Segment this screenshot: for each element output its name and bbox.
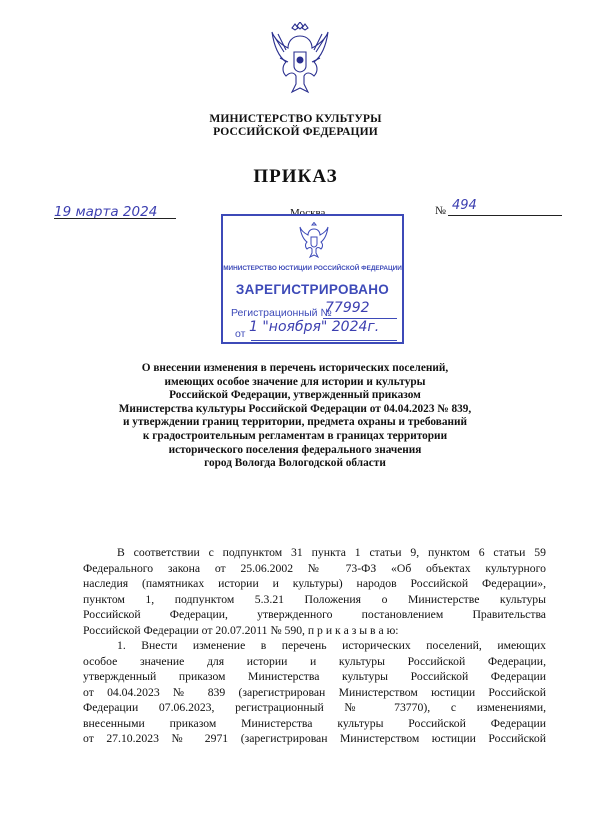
number-label: № [435, 205, 446, 217]
body-line: В соответствии с подпунктом 31 пункта 1 статьи 9, пунктом 6 статьи 59 [117, 546, 546, 559]
body-line: Российской Федерации, утвержденного постановлением Правительства [83, 608, 546, 621]
ministry-name-line2: РОССИЙСКОЙ ФЕДЕРАЦИИ [213, 125, 378, 138]
title-line: Министерства культуры Российской Федерации от 04.04.2023 № 839, [118, 402, 472, 415]
body-line: от 04.04.2023 № 839 (зарегистрирован Министерством юстиции Российской [83, 685, 546, 699]
body-line: Федерации 07.06.2023, регистрационный № 73770), с изменениями, [83, 701, 546, 714]
title-line: исторического поселения федерального значения [168, 443, 422, 456]
title-line: город Вологда Вологодской области [204, 457, 386, 470]
stamp-emblem-icon [299, 222, 329, 260]
stamp-reg-number: 77992 [325, 300, 370, 316]
body-line: наследия (памятниках истории и культуры) народов Российской Федерации», [83, 577, 546, 590]
document-title [80, 362, 510, 471]
body-line: от 27.10.2023 № 2971 (зарегистрирован Министерством юстиции Российской [83, 732, 546, 745]
title-line: О внесении изменения в перечень исторических поселений, [141, 362, 449, 374]
body-line: Федерального закона от 25.06.2002 № 73-ФЗ «Об объектах культурного [83, 561, 546, 575]
document-type-heading: ПРИКАЗ [253, 166, 338, 187]
document-body [83, 545, 546, 747]
stamp-reg-label: Регистрационный № [231, 307, 332, 319]
stamp-ministry-name: МИНИСТЕРСТВО ЮСТИЦИИ РОССИЙСКОЙ ФЕДЕРАЦИИ [223, 265, 402, 272]
body-line: 1. Внести изменение в перечень исторических поселений, имеющих [117, 639, 546, 652]
number-underline [448, 215, 562, 216]
title-line: Российской Федерации, утвержденный приказом [169, 389, 421, 402]
stamp-date-underline [251, 340, 397, 341]
body-line: внесенными приказом Министерства культуры Российской Федерации [83, 716, 546, 730]
stamp-date-prefix: от [235, 328, 246, 340]
body-line: особое значение для истории и культуры Российской Федерации, [83, 654, 546, 668]
title-line: к градостроительным регламентам в границах территории [142, 429, 448, 442]
stamp-date: 1 "ноября" 2024г. [249, 319, 380, 335]
title-line: и утверждении границ территории, предмета охраны и требований [122, 416, 468, 429]
registration-stamp [221, 214, 404, 344]
stamp-status: ЗАРЕГИСТРИРОВАНО [235, 282, 390, 297]
title-line: имеющих особое значение для истории и культуры [164, 375, 426, 388]
body-line: Российской Федерации от 20.07.2011 № 590, п р и к а з ы в а ю: [83, 623, 399, 637]
body-line: утвержденный приказом Министерства культуры Российской Федерации [83, 670, 546, 683]
handwritten-number: 494 [452, 198, 477, 213]
handwritten-date: 19 марта 2024 [54, 204, 158, 220]
ministry-name-line1: МИНИСТЕРСТВО КУЛЬТУРЫ [209, 112, 382, 125]
coat-of-arms-icon [270, 22, 330, 98]
city-label: Москва [290, 207, 326, 219]
body-line: пунктом 1, подпунктом 5.3.21 Положения о Министерстве культуры [83, 592, 546, 606]
date-underline [54, 218, 176, 219]
